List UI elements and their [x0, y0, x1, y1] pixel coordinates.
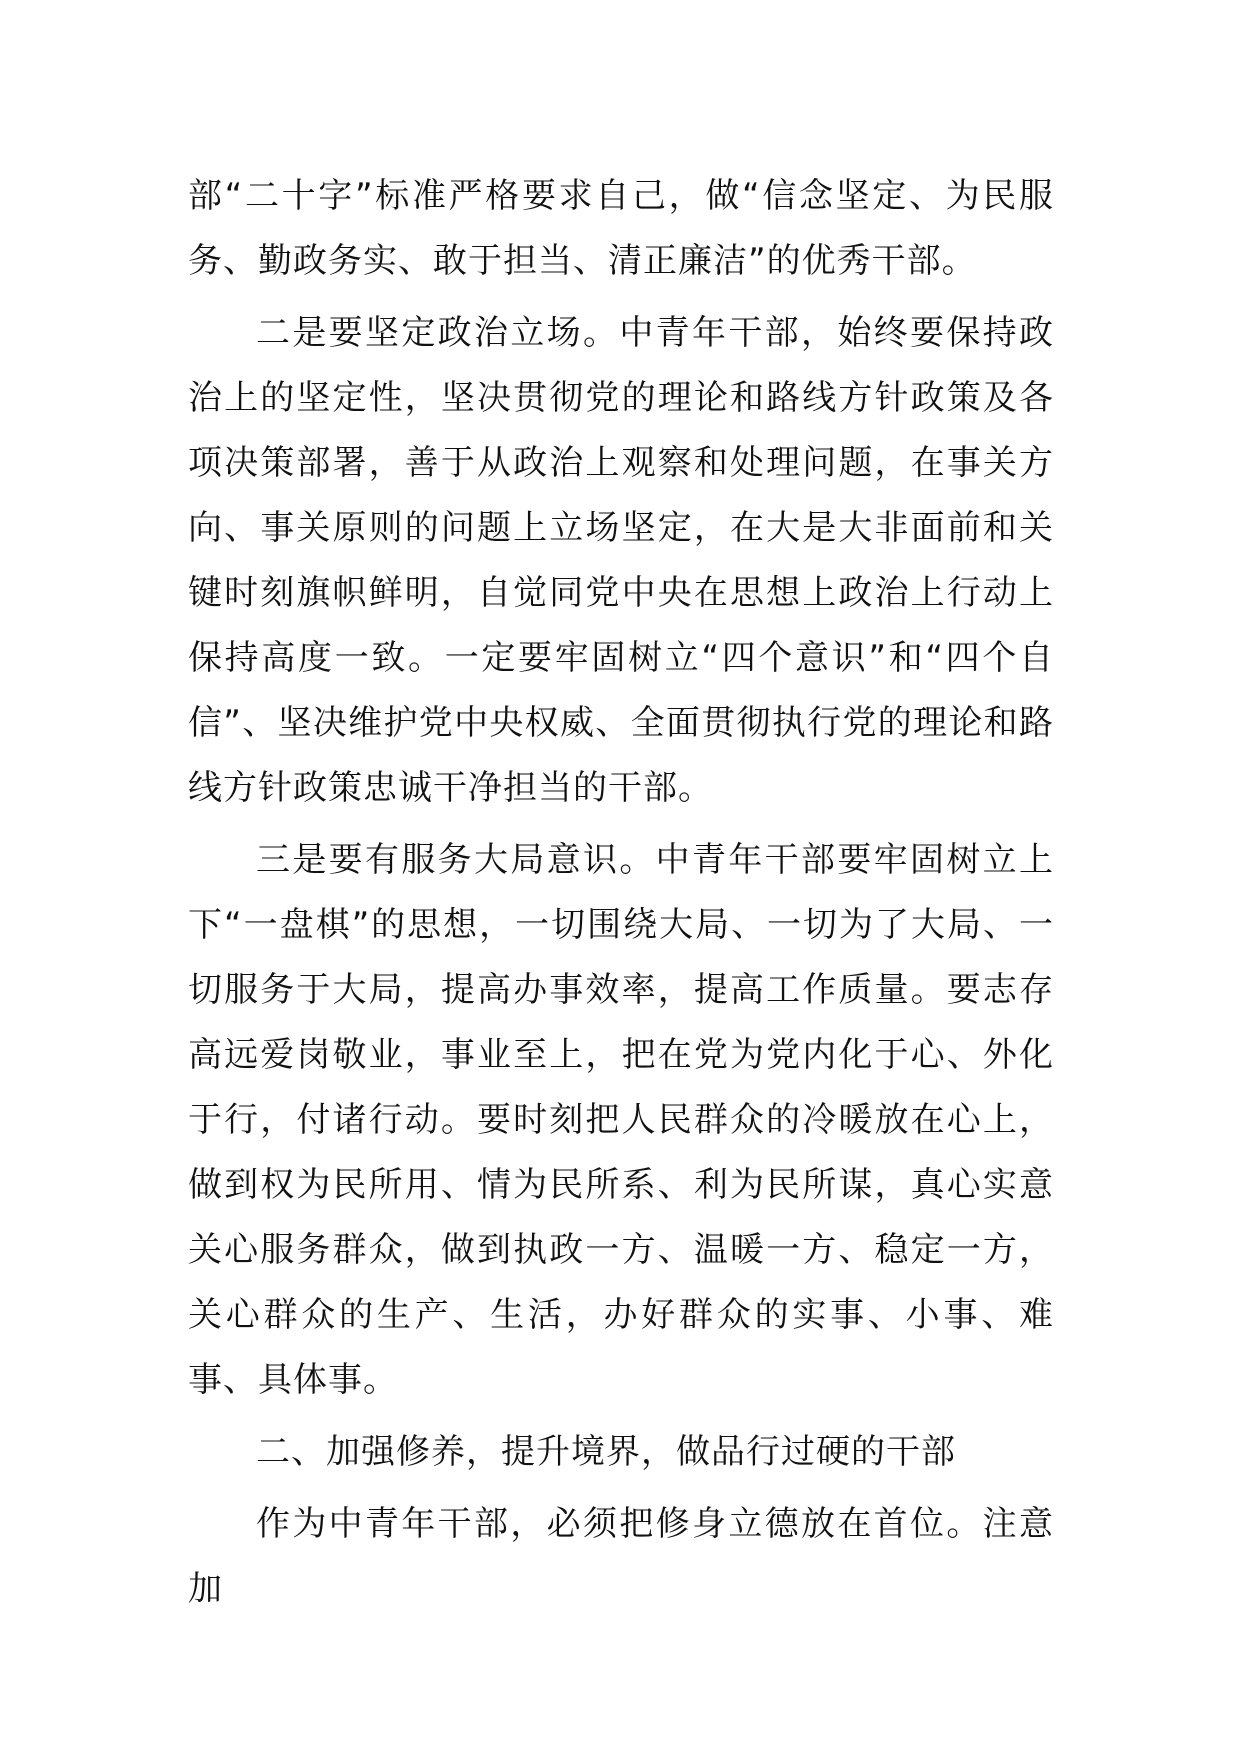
document-body: [188, 164, 1054, 1629]
paragraph-3: 三是要有服务大局意识。中青年干部要牢固树立上下“一盘棋”的思想，一切围绕大局、一切为了大局、一切服务于大局，提高办事效率，提高工作质量。要志存高远爱岗敬业，事业至上，把在党为党内化于心、外化于行，付诸行动。要时刻把人民群众的冷暖放在心上，做到权为民所用、情为民所系、利为民所谋，真心实意关心服务群众，做到执政一方、温暖一方、稳定一方，关心群众的生产、生活，办好群众的实事、小事、难事、具体事。: [188, 840, 1054, 1400]
section-heading: 二、加强修养，提升境界，做品行过硬的干部: [256, 1432, 956, 1472]
paragraph-4: 作为中青年干部，必须把修身立德放在首位。注意加: [188, 1504, 1054, 1609]
paragraph-2: 二是要坚定政治立场。中青年干部，始终要保持政治上的坚定性，坚决贯彻党的理论和路线方针政策及各项决策部署，善于从政治上观察和处理问题，在事关方向、事关原则的问题上立场坚定，在大是大非面前和关键时刻旗帜鲜明，自觉同党中央在思想上政治上行动上保持高度一致。一定要牢固树立“四个意识”和“四个自信”、坚决维护党中央权威、全面贯彻执行党的理论和路线方针政策忠诚干净担当的干部。: [188, 313, 1054, 808]
paragraph-1: 部“二十字”标准严格要求自己，做“信念坚定、为民服务、勤政务实、敢于担当、清正廉洁”的优秀干部。: [188, 176, 1054, 281]
